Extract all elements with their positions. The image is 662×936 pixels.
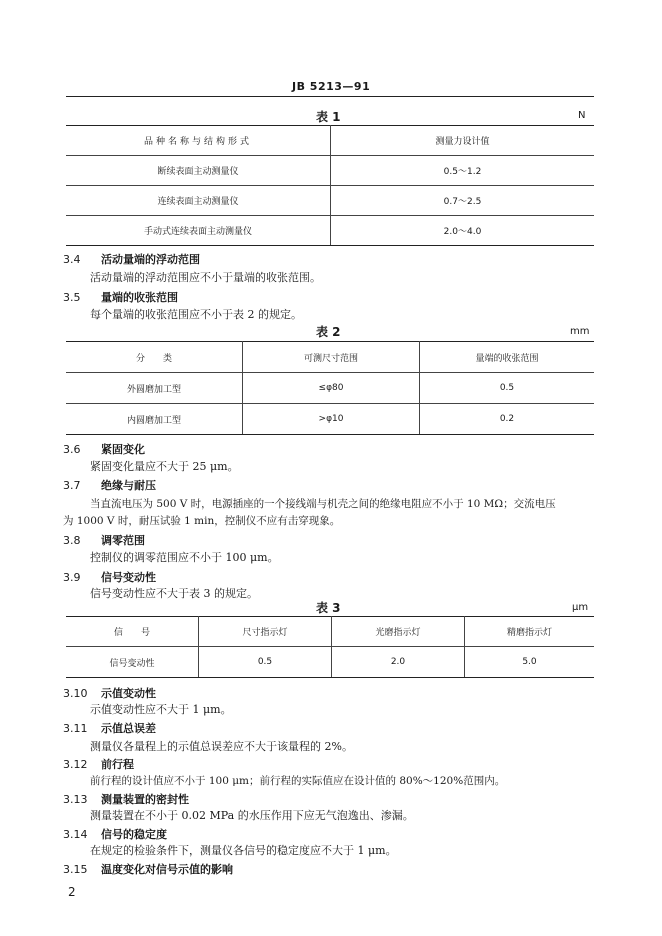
table-row — [66, 404, 594, 435]
section-text: 活动量端的浮动范围应不小于量端的收张范围。 — [90, 271, 321, 284]
table-cell: 0.5 — [420, 373, 595, 404]
table-cell: 内圆磨加工型 — [66, 404, 243, 435]
section-heading — [63, 532, 145, 548]
table1-caption: 表 1 — [316, 110, 341, 124]
table-header-cell: 可测尺寸范围 — [243, 342, 420, 373]
standard-code: JB 5213—91 — [292, 80, 371, 93]
table-cell: 2.0 — [332, 647, 465, 678]
section-heading — [63, 756, 134, 772]
section-heading — [63, 861, 233, 877]
table-header-cell: 光磨指示灯 — [332, 617, 465, 647]
section-title: 紧固变化 — [101, 443, 145, 456]
table-cell: 信号变动性 — [66, 647, 199, 678]
table-cell: 断续表面主动测量仪 — [66, 156, 331, 186]
section-heading — [63, 289, 178, 305]
section-heading — [63, 251, 200, 267]
table-cell: 连续表面主动测量仪 — [66, 186, 331, 216]
section-title: 绝缘与耐压 — [101, 479, 156, 492]
table-header-row — [66, 126, 594, 156]
table-header-cell: 尺寸指示灯 — [199, 617, 332, 647]
section-number: 3.10 — [63, 687, 88, 700]
table3 — [66, 616, 594, 678]
table-cell: 0.5～1.2 — [331, 156, 595, 186]
table-header-cell: 信 号 — [66, 617, 199, 647]
table1-unit: N — [578, 110, 586, 121]
section-number: 3.7 — [63, 479, 81, 492]
table-cell: 0.2 — [420, 404, 595, 435]
section-number: 3.15 — [63, 863, 88, 876]
section-text: 示值变动性应不大于 1 μm。 — [90, 703, 232, 716]
section-heading — [63, 791, 189, 807]
section-number: 3.4 — [63, 253, 81, 266]
table-cell: 0.7～2.5 — [331, 186, 595, 216]
section-number: 3.5 — [63, 291, 81, 304]
section-number: 3.8 — [63, 534, 81, 547]
page-number: 2 — [68, 885, 76, 899]
section-title: 前行程 — [101, 758, 134, 771]
table-row — [66, 156, 594, 186]
table-cell: 5.0 — [465, 647, 595, 678]
table-header-cell: 分 类 — [66, 342, 243, 373]
section-heading — [63, 477, 156, 493]
table-header-row — [66, 342, 594, 373]
section-title: 调零范围 — [101, 534, 145, 547]
section-title: 信号变动性 — [101, 571, 156, 584]
table2 — [66, 341, 594, 435]
section-title: 活动量端的浮动范围 — [101, 253, 200, 266]
section-text: 紧固变化量应不大于 25 μm。 — [90, 460, 239, 473]
table-row — [66, 647, 594, 678]
section-title: 示值变动性 — [101, 687, 156, 700]
table-cell: 手动式连续表面主动测量仪 — [66, 216, 331, 246]
section-number: 3.14 — [63, 828, 88, 841]
table-header-cell: 精磨指示灯 — [465, 617, 595, 647]
section-number: 3.11 — [63, 722, 88, 735]
table1 — [66, 125, 594, 246]
section-title: 示值总误差 — [101, 722, 156, 735]
table3-unit: μm — [572, 602, 589, 613]
table-row — [66, 373, 594, 404]
section-title: 测量装置的密封性 — [101, 793, 189, 806]
section-title: 量端的收张范围 — [101, 291, 178, 304]
section-number: 3.13 — [63, 793, 88, 806]
section-text: 每个量端的收张范围应不小于表 2 的规定。 — [90, 308, 302, 321]
section-number: 3.9 — [63, 571, 81, 584]
table-cell: 外圆磨加工型 — [66, 373, 243, 404]
section-number: 3.12 — [63, 758, 88, 771]
table-cell: 0.5 — [199, 647, 332, 678]
section-text: 在规定的检验条件下，测量仪各信号的稳定度应不大于 1 μm。 — [90, 844, 397, 857]
section-number: 3.6 — [63, 443, 81, 456]
table-cell: >φ10 — [243, 404, 420, 435]
section-heading — [63, 569, 156, 585]
section-title: 温度变化对信号示值的影响 — [101, 863, 233, 876]
table-header-cell: 测量力设计值 — [331, 126, 595, 156]
table-row — [66, 186, 594, 216]
section-text: 当直流电压为 500 V 时，电源插座的一个接线端与机壳之间的绝缘电阻应不小于 10 MΩ；交流电压 — [90, 498, 556, 510]
section-text: 前行程的设计值应不小于 100 μm；前行程的实际值应在设计值的 80%～120%范围内。 — [90, 775, 506, 787]
section-heading — [63, 826, 167, 842]
section-title: 信号的稳定度 — [101, 828, 167, 841]
section-heading — [63, 720, 156, 736]
table2-caption: 表 2 — [316, 325, 341, 339]
section-text: 测量装置在不小于 0.02 MPa 的水压作用下应无气泡逸出、渗漏。 — [90, 809, 414, 822]
table-header-cell: 品种名称与结构形式 — [66, 126, 331, 156]
section-text: 信号变动性应不大于表 3 的规定。 — [90, 587, 258, 600]
table2-unit: mm — [570, 326, 590, 337]
table-header-cell: 量端的收张范围 — [420, 342, 595, 373]
table-header-row — [66, 617, 594, 647]
table-row — [66, 216, 594, 246]
section-text: 为 1000 V 时，耐压试验 1 min，控制仪不应有击穿现象。 — [63, 515, 341, 527]
table3-caption: 表 3 — [316, 601, 341, 615]
table-cell: 2.0～4.0 — [331, 216, 595, 246]
section-heading — [63, 441, 145, 457]
header-rule — [66, 96, 594, 97]
section-text: 控制仪的调零范围应不小于 100 μm。 — [90, 551, 279, 564]
section-text: 测量仪各量程上的示值总误差应不大于该量程的 2%。 — [90, 740, 353, 753]
section-heading — [63, 685, 156, 701]
table-cell: ≤φ80 — [243, 373, 420, 404]
